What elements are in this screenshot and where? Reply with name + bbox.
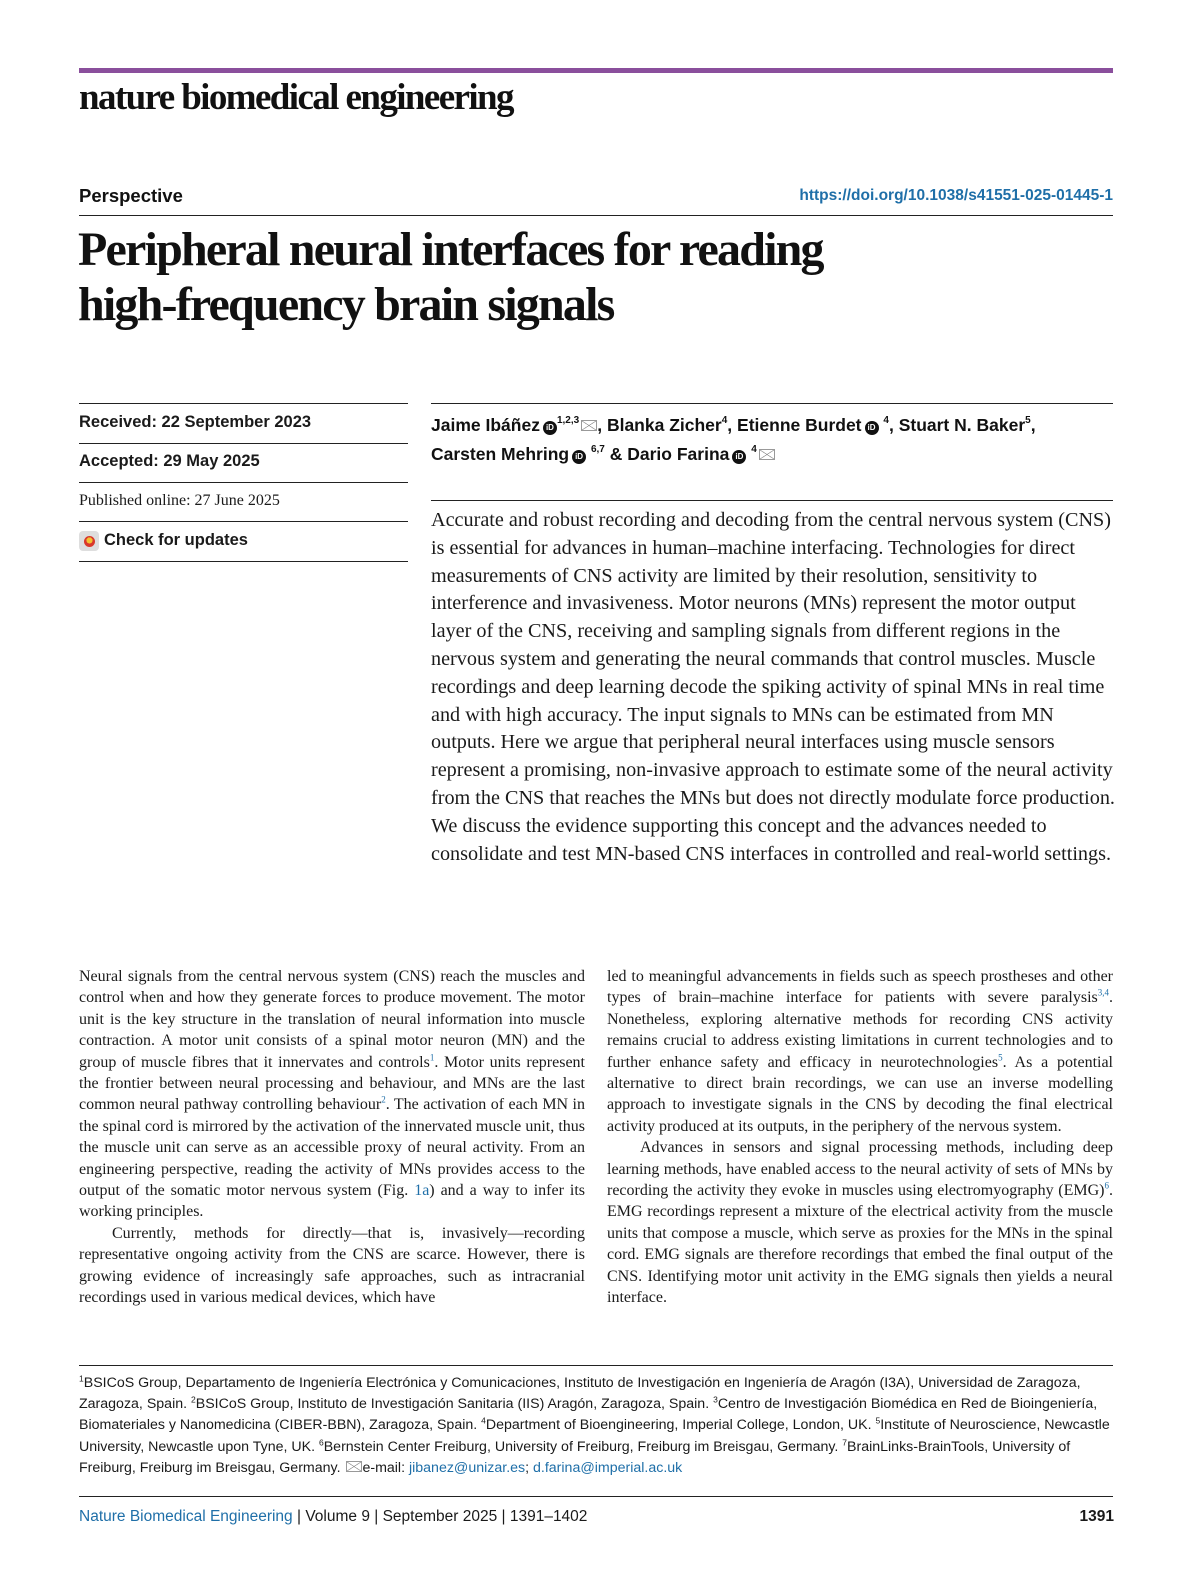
- affiliation-number: 2: [191, 1394, 196, 1405]
- title-line-1: Peripheral neural interfaces for reading: [78, 223, 823, 276]
- body-paragraph: [607, 1137, 1113, 1308]
- affiliation-text: Institute of Neuroscience, Newcastle University, Newcastle upon Tyne, UK.: [79, 1417, 1110, 1455]
- doi-link[interactable]: https://doi.org/10.1038/s41551-025-01445-1: [799, 187, 1113, 204]
- reference-link[interactable]: 1: [429, 1052, 435, 1063]
- email-label: e-mail:: [362, 1459, 409, 1476]
- author-separator: ,: [597, 414, 603, 435]
- footer-details: | Volume 9 | September 2025 | 1391–1402: [292, 1508, 588, 1525]
- author-separator: ,: [888, 414, 894, 435]
- footer-citation: [79, 1508, 587, 1526]
- meta-rule-3: [79, 521, 408, 522]
- published-date: Published online: 27 June 2025: [79, 492, 280, 509]
- header-accent-bar: [79, 68, 1113, 73]
- author-name[interactable]: Blanka Zicher: [606, 414, 722, 435]
- email-icon[interactable]: [759, 449, 775, 460]
- email-link[interactable]: d.farina@imperial.ac.uk: [533, 1459, 683, 1476]
- author-name[interactable]: Jaime Ibáñez: [431, 414, 540, 435]
- body-paragraph: Currently, methods for directly—that is, invasively—recording representative ongoing activity from the CNS are scarce. However, there is growing evidence of increasingly safe approaches, such as intracranial recordings used in various medical devices, which have: [79, 1224, 585, 1307]
- affiliation-number: 7: [842, 1436, 848, 1447]
- article-title: [78, 222, 1118, 332]
- abstract-rule: [431, 500, 1113, 501]
- body-text: . As a potential alternative to direct brain recordings, we can use an inverse modelling approach to investigate signals in the CNS by decoding the final electrical activity produced at its outputs, in the periphery of the nervous system.: [607, 1053, 1113, 1135]
- affiliation-text: Department of Bioengineering, Imperial College, London, UK.: [485, 1417, 876, 1434]
- body-text: . EMG recordings represent a mixture of the electrical activity from the muscle units that compose a muscle, which serve as proxies for the MNs in the spinal cord. EMG signals are therefore recordings that embed the final output of the CNS. Identifying motor unit activity in the EMG signals then yields a neural interface.: [607, 1182, 1113, 1307]
- body-paragraph: [607, 966, 1113, 1137]
- body-paragraph: [79, 966, 585, 1223]
- author-separator: ,: [727, 414, 733, 435]
- author-name[interactable]: Dario Farina: [627, 443, 730, 464]
- affiliation-number: 4: [481, 1415, 486, 1426]
- author-name[interactable]: Carsten Mehring: [431, 443, 570, 464]
- body-text: Neural signals from the central nervous system (CNS) reach the muscles and control when and how they generate forces to produce movement. The motor unit is the key structure in the translation of neural information into muscle contraction. A motor unit consists of a spinal motor neuron (MN) and the group of muscle fibres that it innervates and controls: [79, 968, 585, 1071]
- received-date: Received: 22 September 2023: [79, 413, 312, 431]
- author-name[interactable]: Etienne Burdet: [737, 414, 862, 435]
- reference-link[interactable]: 2: [381, 1095, 386, 1106]
- footer-rule: [79, 1496, 1113, 1497]
- affiliation-number: 5: [875, 1415, 881, 1426]
- title-line-2: high-frequency brain signals: [78, 278, 614, 331]
- check-for-updates-icon[interactable]: [79, 531, 99, 551]
- body-text: led to meaningful advancements in fields such as speech prostheses and other types of brain–machine interface for patients with severe paralysis: [607, 968, 1113, 1007]
- orcid-icon[interactable]: iD: [572, 450, 586, 464]
- affiliation-number: 6: [318, 1436, 324, 1447]
- body-column-right: [607, 966, 1113, 1309]
- affiliations: [79, 1373, 1119, 1479]
- email-separator: ;: [525, 1459, 534, 1476]
- reference-link[interactable]: 5: [998, 1052, 1003, 1063]
- affiliation-text: BSICoS Group, Instituto de Investigación Sanitaria (IIS) Aragón, Zaragoza, Spain.: [195, 1396, 714, 1413]
- affiliations-rule: [79, 1365, 1113, 1366]
- affiliation-number: 3: [713, 1394, 718, 1405]
- affiliation-number: 1: [79, 1373, 84, 1384]
- affiliation-text: Bernstein Center Freiburg, University of Freiburg, Freiburg im Breisgau, Germany.: [323, 1438, 843, 1455]
- orcid-icon[interactable]: iD: [732, 450, 746, 464]
- abstract: Accurate and robust recording and decoding from the central nervous system (CNS) is essential for advances in human–machine interfacing. Technologies for direct measurements of CNS activity are limited by their resolution, sensitivity to interference and invasiveness. Motor neurons (MNs) represent the motor output layer of the CNS, receiving and sampling signals from different regions in the nervous system and generating the neural commands that control muscles. Muscle recordings and deep learning decode the spiking activity of spinal MNs in real time and with high accuracy. The input signals to MNs can be estimated from MN outputs. Here we argue that peripheral neural interfaces using muscle sensors represent a promising, non-invasive approach to estimate some of the neural activity from the CNS that reaches the MNs but does not directly modulate force production. We discuss the evidence supporting this concept and the advances needed to consolidate and test MN-based CNS interfaces in controlled and real-world settings.: [431, 509, 1115, 865]
- body-column-left: [79, 966, 585, 1309]
- author-list: [431, 409, 1121, 467]
- author-affiliation-sup: 6,7: [590, 443, 605, 455]
- email-icon[interactable]: [581, 420, 597, 431]
- author-separator: ,: [1030, 414, 1036, 435]
- meta-rule-1: [79, 443, 408, 444]
- meta-rule-top: [79, 403, 408, 404]
- author-affiliation-sup: 1,2,3: [556, 415, 580, 426]
- body-text: ) and a way to infer its working principles.: [79, 1182, 585, 1221]
- reference-link[interactable]: 6: [1104, 1180, 1109, 1191]
- meta-rule-4: [79, 561, 408, 562]
- email-link[interactable]: jibanez@unizar.es: [408, 1459, 526, 1476]
- orcid-icon[interactable]: iD: [543, 421, 557, 435]
- title-rule: [79, 215, 1113, 216]
- journal-logo: nature biomedical engineering: [79, 77, 513, 118]
- page-number: 1391: [1079, 1508, 1114, 1525]
- figure-link[interactable]: 1a: [414, 1182, 430, 1200]
- affiliation-text: Centro de Investigación Biomédica en Red de Bioingeniería, Biomateriales y Nanomedicina (CIBER-BBN), Zaragoza, Spain.: [79, 1396, 1098, 1434]
- article-type: Perspective: [79, 185, 183, 206]
- reference-link[interactable]: 3,4: [1097, 988, 1109, 999]
- author-affiliation-sup: 4: [883, 415, 889, 426]
- check-for-updates-link[interactable]: Check for updates: [104, 531, 248, 549]
- body-text: Advances in sensors and signal processing methods, including deep learning methods, have enabled access to the neural activity of sets of MNs by recording the activity they evoke in muscles using electromyography (EMG): [607, 1139, 1113, 1200]
- meta-rule-2: [79, 482, 408, 483]
- author-name[interactable]: Stuart N. Baker: [898, 414, 1026, 435]
- author-separator: &: [609, 443, 623, 464]
- author-affiliation-sup: 4: [721, 415, 728, 426]
- body-text: . Motor units represent the frontier between neural processing and behaviour, and MNs are the last common neural pathway controlling behaviour: [79, 1053, 586, 1114]
- affiliation-text: BSICoS Group, Departamento de Ingeniería Electrónica y Comunicaciones, Instituto de Investigación en Ingeniería de Aragón (I3A), Universidad de Zaragoza, Zaragoza, Spain.: [79, 1375, 1081, 1413]
- body-text: . The activation of each MN in the spinal cord is mirrored by the activation of the innervated muscle unit, thus the muscle unit can serve as an accessible proxy of neural activity. From an engineering perspective, reading the activity of MNs provides access to the output of the somatic motor nervous system (Fig.: [79, 1096, 585, 1200]
- accepted-date: Accepted: 29 May 2025: [79, 452, 260, 470]
- email-icon: [346, 1461, 362, 1472]
- orcid-icon[interactable]: iD: [865, 421, 879, 435]
- body-text: . Nonetheless, exploring alternative methods for recording CNS activity remains crucial to address existing limitations in current technologies and to further enhance safety and efficacy in neurotechnologies: [607, 989, 1113, 1071]
- footer-journal-link[interactable]: Nature Biomedical Engineering: [79, 1508, 293, 1525]
- author-affiliation-sup: 5: [1025, 415, 1031, 426]
- author-affiliation-sup: 4: [751, 443, 757, 455]
- authors-rule-top: [431, 403, 1113, 404]
- affiliation-text: BrainLinks-BrainTools, University of Freiburg, Freiburg im Breisgau, Germany.: [79, 1438, 1071, 1476]
